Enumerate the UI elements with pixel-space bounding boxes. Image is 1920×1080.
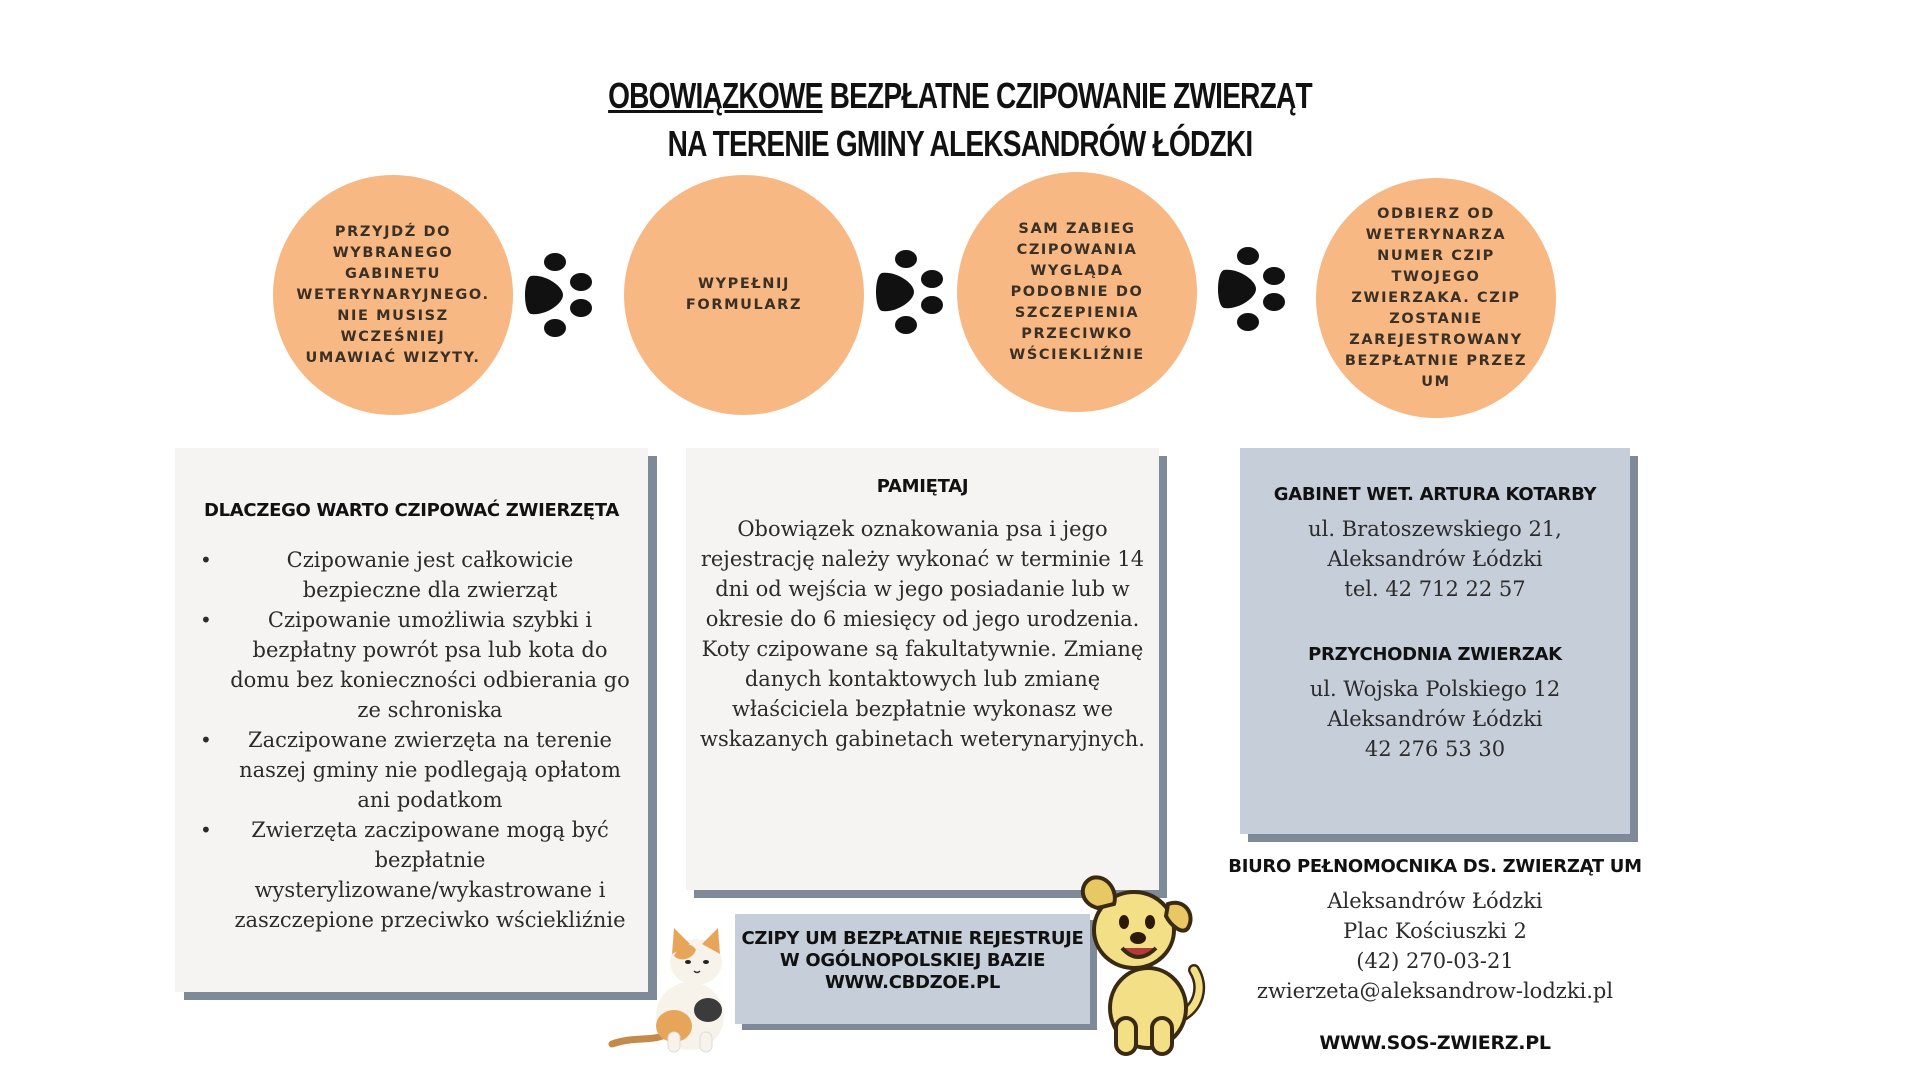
remember-title: PAMIĘTAJ [876, 476, 969, 497]
clinic-1-name: GABINET WET. ARTURA KOTARBY [1273, 484, 1597, 505]
clinic-2-phone: 42 276 53 30 [1364, 737, 1506, 761]
website-link[interactable]: WWW.SOS-ZWIERZ.PL [1319, 1032, 1551, 1054]
registry-text [735, 914, 1090, 994]
clinic-1-phone: tel. 42 712 22 57 [1344, 577, 1526, 601]
step-1-circle [273, 175, 513, 415]
office-title: BIURO PEŁNOMOCNIKA DS. ZWIERZĄT UM [1228, 856, 1642, 877]
step-4-text: ODBIERZ OD WETERYNARZA NUMER CZIP TWOJEGO ZWIERZAKA. CZIP ZOSTANIE ZAREJESTROWANY BEZPŁATNIE PRZEZ UM [1344, 205, 1528, 390]
list-item: • Zaczipowane zwierzęta na terenie naszej gminy nie podlegają opłatom ani podatkom [200, 725, 630, 815]
registry-link[interactable]: WWW.CBDZOE.PL [824, 972, 1001, 993]
cat-illustration [604, 914, 744, 1054]
office-city: Aleksandrów Łódzki [1327, 889, 1543, 913]
step-3-text: SAM ZABIEG CZIPOWANIA WYGLĄDA PODOBNIE DO SZCZEPIENIA PRZECIWKO WŚCIEKLIŹNIE [1009, 220, 1145, 363]
clinic-2-name: PRZYCHODNIA ZWIERZAK [1308, 644, 1562, 665]
clinic-2-street: ul. Wojska Polskiego 12 [1309, 677, 1561, 701]
registry-box [735, 914, 1090, 1024]
title-line1-rest: BEZPŁATNE CZIPOWANIE ZWIERZĄT [822, 75, 1312, 116]
registry-line-1: CZIPY UM BEZPŁATNIE REJESTRUJE [741, 928, 1084, 949]
list-item: • Czipowanie umożliwia szybki i bezpłatny powrót psa lub kota do domu bez konieczności odbierania go ze schroniska [200, 605, 630, 725]
dog-illustration [1078, 868, 1208, 1058]
clinic-1-street: ul. Bratoszewskiego 21, [1308, 517, 1562, 541]
clinics-box [1240, 448, 1630, 834]
page-title [211, 72, 1709, 168]
step-1-text: PRZYJDŹ DO WYBRANEGO GABINETU WETERYNARYJNEGO. NIE MUSISZ WCZEŚNIEJ UMAWIAĆ WIZYTY. [296, 223, 490, 366]
step-2-text: WYPEŁNIJ FORMULARZ [685, 276, 803, 313]
title-line2: NA TERENIE GMINY ALEKSANDRÓW ŁÓDZKI [667, 123, 1253, 164]
step-3-circle [957, 172, 1197, 412]
clinic-1-city: Aleksandrów Łódzki [1327, 547, 1543, 571]
title-underlined-word: OBOWIĄZKOWE [608, 75, 823, 116]
why-title: DLACZEGO WARTO CZIPOWAĆ ZWIERZĘTA [203, 500, 620, 521]
registry-line-2: W OGÓLNOPOLSKIEJ BAZIE [779, 950, 1046, 971]
office-email[interactable]: zwierzeta@aleksandrow-lodzki.pl [1256, 979, 1614, 1003]
step-4-circle [1316, 178, 1556, 418]
office-contact [1200, 886, 1670, 1006]
list-item: • Czipowanie jest całkowicie bezpieczne dla zwierząt [200, 545, 630, 605]
paw-icon [523, 252, 595, 338]
why-list [200, 545, 630, 935]
remember-text: Obowiązek oznakowania psa i jego rejestrację należy wykonać w terminie 14 dni od wejścia w jego posiadanie lub w okresie do 6 miesięcy od jego urodzenia. Koty czipowane są fakultatywnie. Zmianę danych kontaktowych lub zmianę właściciela bezpłatnie wykonasz we wskazanych gabinetach weterynaryjnych. [700, 517, 1145, 751]
paw-icon [1216, 246, 1288, 332]
step-2-circle [624, 175, 864, 415]
paw-icon [874, 249, 946, 335]
list-item: • Zwierzęta zaczipowane mogą być bezpłatnie wysterylizowane/wykastrowane i zaszczepione przeciwko wściekliźnie [200, 815, 630, 935]
office-phone: (42) 270-03-21 [1356, 949, 1514, 973]
clinic-2-address [1240, 674, 1630, 764]
clinic-1-address [1240, 514, 1630, 604]
clinic-2-city: Aleksandrów Łódzki [1327, 707, 1543, 731]
office-street: Plac Kościuszki 2 [1343, 919, 1527, 943]
